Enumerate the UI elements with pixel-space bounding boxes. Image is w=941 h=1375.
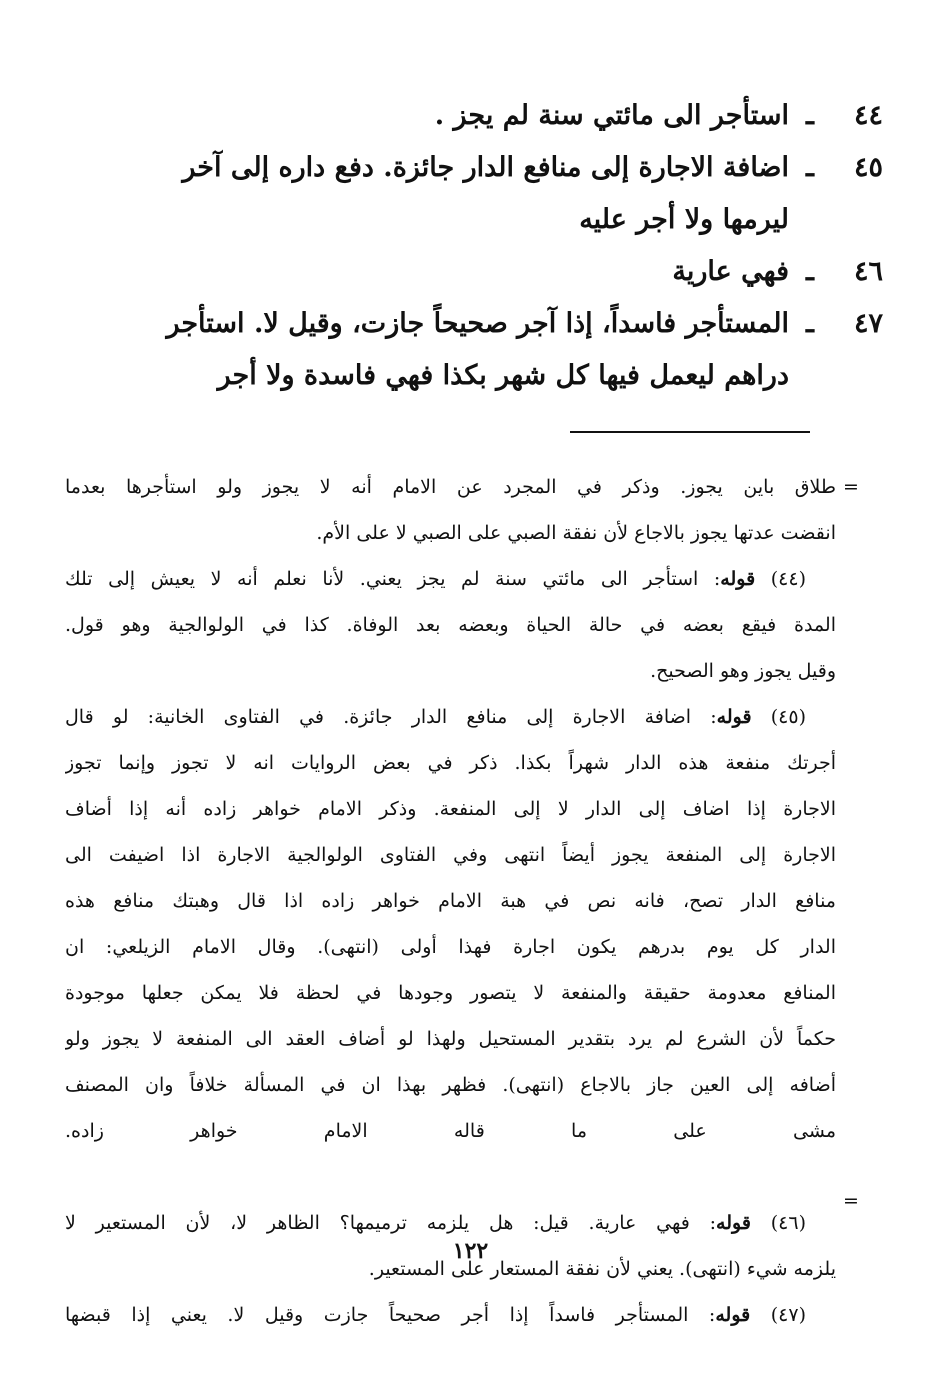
item-dash: ـ <box>806 308 814 339</box>
note-line: مشى على ما قاله الامام خواهر زاده. <box>65 1120 836 1142</box>
continuation-mark: = <box>843 1190 859 1212</box>
item-text: دراهم ليعمل فيها كل شهر بكذا فهي فاسدة ولا أجر <box>217 360 789 391</box>
item-dash: ـ <box>806 152 814 183</box>
note-ref: (٤٥) <box>770 706 806 728</box>
note-line: منافع الدار تصح، فانه نص في هبة الامام خواهر زاده اذا قال وهبتك منافع هذه <box>65 890 836 912</box>
main-line-continued <box>52 350 883 402</box>
note-line: الدار كل يوم بدرهم يكون اجارة فهذا أولى (انتهى). وقال الامام الزيلعي: ان <box>65 936 836 958</box>
item-number: ٤٦ <box>853 256 883 287</box>
main-line-continued <box>52 194 883 246</box>
note-line: أجرتك منفعة هذه الدار شهراً بكذا. ذكر في بعض الروايات انه لا تجوز وإنما تجوز <box>65 752 836 774</box>
commentary <box>65 464 836 1338</box>
note-text: : المستأجر فاسداً إذا أجر صحيحاً جازت وقيل لا. يعني إذا قبضها <box>65 1304 716 1326</box>
item-text: ليرمها ولا أجر عليه <box>579 204 789 235</box>
note-ref: (٤٦) <box>770 1212 806 1234</box>
main-line <box>52 90 883 142</box>
note-text: : فهي عارية. قيل: هل يلزمه ترميمها؟ الظاهر لا، لأن المستعير لا <box>65 1212 717 1234</box>
item-dash: ـ <box>806 100 814 131</box>
item-number: ٤٤ <box>853 100 883 131</box>
item-text: اضافة الاجارة إلى منافع الدار جائزة. دفع داره إلى آخر <box>182 152 789 183</box>
item-dash: ـ <box>806 256 814 287</box>
page-number: ١٢٢ <box>452 1238 489 1264</box>
note-line: حكماً لأن الشرع لم يرد بتقدير المستحيل ولهذا لو أضاف العقد الى المنفعة لا يجوز ولو <box>65 1028 836 1050</box>
item-number: ٤٧ <box>853 308 883 339</box>
note-label: قوله <box>720 568 756 590</box>
note-label: قوله <box>716 1212 751 1234</box>
item-text: المستأجر فاسداً، إذا آجر صحيحاً جازت، وقيل لا. استأجر <box>166 308 789 339</box>
item-text: فهي عارية <box>672 256 789 287</box>
note-label: قوله <box>715 1304 751 1326</box>
main-text <box>52 90 883 402</box>
note-line: الاجارة إلى المنفعة يجوز أيضاً انتهى وفي الفتاوى الولوالجية الاجارة اذا اضيفت الى <box>65 844 836 866</box>
note-text: : اضافة الاجارة إلى منافع الدار جائزة. في الفتاوى الخانية: لو قال <box>65 706 717 728</box>
note-line <box>65 694 836 740</box>
note-line <box>65 1154 836 1200</box>
note-line: يلزمه شيء (انتهى). يعني لأن نفقة المستعار على المستعير. <box>368 1258 836 1280</box>
note-line: طلاق باين يجوز. وذكر في المجرد عن الامام أنه لا يجوز ولو استأجرها بعدما <box>65 476 836 498</box>
note-line: أضافه إلى العين جاز بالاجاع (انتهى). فظهر بهذا ان في المسألة خلافاً وان المصنف <box>65 1074 836 1096</box>
note-line: وقيل يجوز وهو الصحيح. <box>650 660 836 682</box>
continuation-mark: = <box>843 476 859 498</box>
note-line: المدة فيقع بعضه في حالة الحياة وبعضه بعد الوفاة. كذا في الولوالجية وهو قول. <box>65 614 836 636</box>
note-line: الاجارة إذا اضاف إلى الدار لا إلى المنفعة. وذكر الامام خواهر زاده أنه إذا أضاف <box>65 798 836 820</box>
note-line <box>65 556 836 602</box>
note-line <box>65 1292 836 1338</box>
item-text: استأجر الى مائتي سنة لم يجز . <box>434 100 789 131</box>
note-label: قوله <box>716 706 752 728</box>
main-line <box>52 142 883 194</box>
note-line: المنافع معدومة حقيقة والمنفعة لا يتصور وجودها في لحظة فلا يمكن جعلها موجودة <box>65 982 836 1004</box>
item-number: ٤٥ <box>853 152 883 183</box>
main-line <box>52 298 883 350</box>
note-ref: (٤٧) <box>770 1304 807 1326</box>
note-line: انقضت عدتها يجوز بالاجاع لأن نفقة الصبي على الصبي لا على الأم. <box>316 522 836 544</box>
note-text: : استأجر الى مائتي سنة لم يجز يعني. لأنا نعلم أنه لا يعيش إلى تلك <box>65 568 721 590</box>
footnote-separator <box>570 431 810 433</box>
main-line <box>52 246 883 298</box>
note-ref: (٤٤) <box>770 568 806 590</box>
